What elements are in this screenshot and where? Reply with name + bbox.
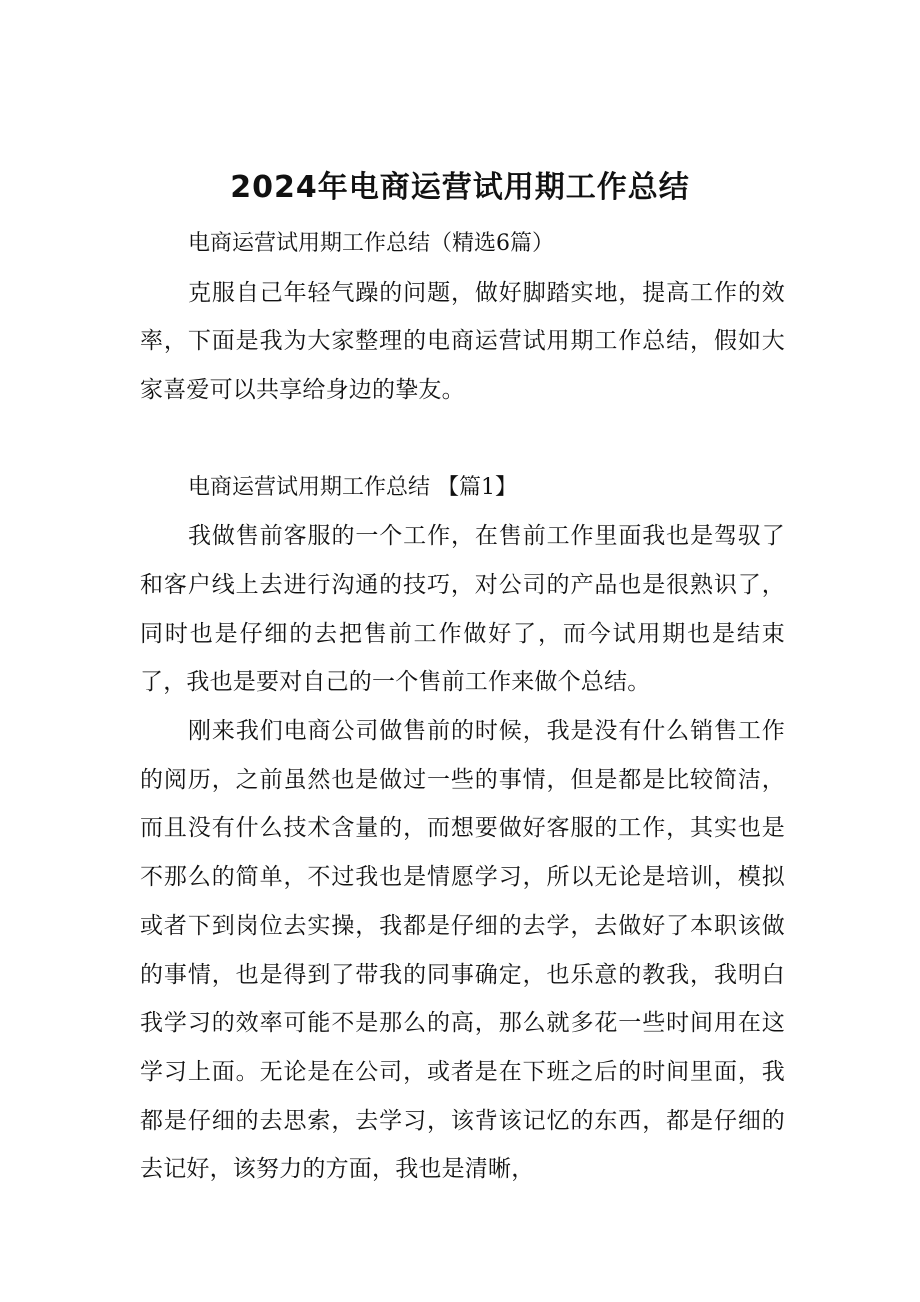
document-body bbox=[140, 220, 785, 1194]
body-paragraph-1: 我做售前客服的一个工作，在售前工作里面我也是驾驭了和客户线上去进行沟通的技巧，对公司的产品也是很熟识了，同时也是仔细的去把售前工作做好了，而今试用期也是结束了，我也是要对自己的一个售前工作来做个总结。 bbox=[140, 523, 785, 696]
intro-paragraph: 克服自己年轻气躁的问题，做好脚踏实地，提高工作的效率，下面是我为大家整理的电商运营试用期工作总结，假如大家喜爱可以共享给身边的挚友。 bbox=[140, 279, 785, 404]
document-subtitle: 电商运营试用期工作总结（精选6篇） bbox=[188, 231, 554, 256]
body-paragraph-2: 刚来我们电商公司做售前的时候，我是没有什么销售工作的阅历，之前虽然也是做过一些的事情，但是都是比较简洁，而且没有什么技术含量的，而想要做好客服的工作，其实也是不那么的简单，不过我也是情愿学习，所以无论是培训，模拟或者下到岗位去实操，我都是仔细的去学，去做好了本职该做的事情，也是得到了带我的同事确定，也乐意的教我，我明白我学习的效率可能不是那么的高，那么就多花一些时间用在这学习上面。无论是在公司，或者是在下班之后的时间里面，我都是仔细的去思索，去学习，该背该记忆的东西，都是仔细的去记好，该努力的方面，我也是清晰， bbox=[140, 718, 785, 1183]
paragraph-spacer bbox=[140, 415, 785, 464]
document-title: 2024年电商运营试用期工作总结 bbox=[230, 170, 690, 206]
section-heading: 电商运营试用期工作总结 【篇1】 bbox=[188, 474, 517, 500]
